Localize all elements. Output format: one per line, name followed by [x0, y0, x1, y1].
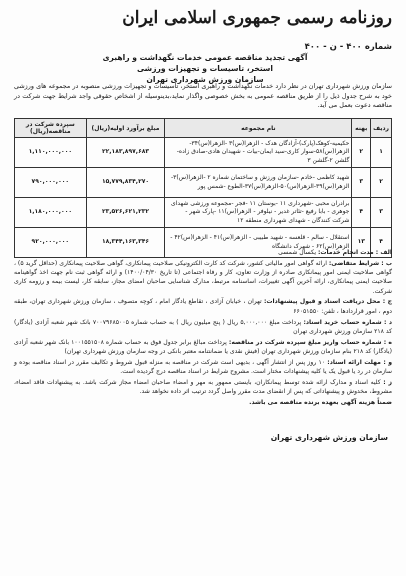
tender-table: [14, 118, 392, 258]
masthead-title: روزنامه رسمی جمهوری اسلامی ایران: [122, 8, 392, 28]
table-row: [15, 138, 392, 168]
condition-item: [14, 338, 392, 357]
condition-item: [14, 248, 392, 257]
condition-item: [14, 297, 392, 316]
complex-names: برادران محبی -شهرداری ۱۱ -بوستان ۱۱ -فجر -مجموعه ورزشی شهدای جوهری - بابا رفیع -تئاتر غدیر - نیلوفر - الزهرا(س)۱۱ -پارک شهر - شرکت کنندگان - شهدای شهرداری منطقه ۱۲: [165, 198, 352, 228]
issue-number: شماره ۴۰۰ - ن - ۴۰۰: [304, 42, 392, 52]
estimate-amount: ۲۳,۵۲۶,۶۲۱,۲۳۲: [86, 198, 165, 228]
condition-label: ز :: [383, 378, 392, 386]
header-row: ردیف: [371, 119, 392, 138]
lot-number: ۱۳: [352, 228, 371, 258]
table-row: [15, 198, 392, 228]
deposit-amount: ۱,۱۱۰,۰۰۰,۰۰۰: [15, 138, 87, 168]
header-subject: نام مجموعه: [165, 119, 352, 138]
row-number: ۲: [371, 168, 392, 198]
condition-text: ارائه گواهی امور مالیاتی کشور، شرکت کد کارت الکترونیکی صلاحیت پیمانکاری، گواهی صلاحیت پیمانکاری (حداقل گرید ۵) ، گواهی صلاحیت ایمنی امور پیمانکاری صادره از وزارت تعاون، کار و رفاه اجتماعی (تا تاریخ ۱۴۰۰/۰۴/۳۰) و ارائه گواهی ثبت نام جهت اخذ گواهینامه صلاحیت ایمنی پیمانکاری، ارائه آخرین آگهی تغییرات، اساسنامه مرتبط، مدارک شناسایی صاحبان امضای مجاز، سابقه کار، لیست بیمه و رزومه کاری شرکت.: [14, 259, 393, 295]
condition-label: الف : مدت انجام خدمات:: [317, 249, 392, 256]
condition-label: ج : محل دریافت اسناد و قبول پیشنهادات:: [263, 298, 392, 306]
lot-number: ۲: [352, 138, 371, 168]
complex-names: حکیمیه-کوهک(پارک)-آزادگان هدک - الزهرا(س)۳ -الزهرا(س)۳۴-الزهرا(س)۵۸-سوار کاری-سید ایمان-بیات - شهیدان هادی-صادق زاده-گلشن ۲-گلشن ۳: [165, 138, 352, 168]
condition-item: [14, 378, 392, 397]
complex-names: شهید کاظمی -خادم -سازمان ورزش و ساختمان شماره ۲ -الزهرا(س)۳-الزهرا(س)۳۹-الزهرا(س)۵۰-الزهرا(س)۳۷-الطوع -شمس پور: [165, 168, 352, 198]
notice-intro: سازمان ورزش شهرداری تهران در نظر دارد خدمات نگهداشت و راهبری استخر، تاسیسات و تجهیزات ورزشی منصوبه در مجموعه های ورزشی خود به شرح جدول ذیل را از طریق مناقصه عمومی به بخش خصوصی واگذار نماید،بدینوسیله از اشخاص حقوقی واجد شرایط جهت شرکت در مناقصه دعوت بعمل می آید.: [14, 82, 392, 110]
condition-label: ه : شماره حساب واریز مبلغ سپرده شرکت در مناقصه:: [228, 338, 392, 346]
condition-item: [14, 358, 392, 377]
deposit-amount: ۹۲۰,۰۰۰,۰۰۰: [15, 228, 87, 258]
condition-text: پرداخت مبالغ برابر جدول فوق به حساب شماره ۱۰۰۱۵۵۱۵۰۸ بانک شهر شعبه آزادی (یادگار) کد ۲۱۸ بنام سازمان ورزش شهرداری تهران (فیش نقدی یا ضمانتنامه معتبر بانکی در وجه سازمان ورزش شهرداری تهران): [14, 338, 392, 355]
notice-heading: [90, 52, 320, 85]
estimate-amount: ۱۵,۷۷۹,۸۳۴,۲۷۰: [86, 168, 165, 198]
condition-item: [14, 259, 392, 296]
condition-label: و : مهلت ارائه اسناد:: [327, 358, 393, 366]
condition-text: یکسال شمسی: [278, 249, 318, 256]
table-row: [15, 168, 392, 198]
condition-label: ب : شرایط متقاضی:: [328, 259, 393, 267]
signature-organization: سازمان ورزش شهرداری تهران: [270, 433, 388, 442]
complex-names: استقلال - سالم - قلعسه - شهید طبیبی - الزهرا(س)۴۱ - الزهرا(س)۴۲ - الزهرا(س)۶۲ - شهرک دانشگاه: [165, 228, 352, 258]
conditions-section: [14, 248, 392, 409]
lot-number: ۴: [352, 198, 371, 228]
deposit-amount: ۷۹۰,۰۰۰,۰۰۰: [15, 168, 87, 198]
deposit-amount: ۱,۱۸۰,۰۰۰,۰۰۰: [15, 198, 87, 228]
condition-label: د : شماره حساب خرید اسناد:: [303, 318, 393, 326]
header-deposit: سپرده شرکت در مناقصه(ریال): [15, 119, 87, 138]
row-number: ۱: [371, 138, 392, 168]
header-lot: بهنه: [352, 119, 371, 138]
row-number: ۳: [371, 198, 392, 228]
condition-text: تهران ، خیابان آزادی ، تقاطع یادگار امام ، کوچه متصوف ، سازمان ورزش شهرداری تهران، طبقه دوم ، امور قراردادها ، تلفن: ۶۶۰۵۱۵۵۰: [14, 298, 392, 315]
condition-text: کلیه اسناد و مدارک ارائه شده توسط پیمانکاران، بایستی ممهور به مهر و امضاء صاحبان امضاء مجاز شرکت باشد. به پیشنهادات فاقد امضاء، مشروط، مخدوش و پیشنهاداتی که پس از انقضای مدت مقرر واصل گردد ترتیب اثر داده نخواهد شد.: [14, 378, 392, 396]
notice-title: آگهی تجدید مناقصه عمومی خدمات نگهداشت و راهبری استخر، تاسیسات و تجهیزات ورزشی: [102, 53, 308, 73]
condition-text: ۱۰ روز پس از انتشار آگهی ، بدیهی است شرکت در مناقصه به منزله قبول شروط و تکالیف مقرر در اسناد مناقصه بوده و سازمان در رد یا قبول یک یا کلیه پیشنهادات مختار است. مشروح شرایط در اسناد مناقصه درج گردیده است.: [14, 358, 392, 376]
estimate-amount: ۱۸,۳۴۴,۱۶۳,۳۴۶: [86, 228, 165, 258]
tender-table-header: [15, 119, 392, 138]
condition-item: [14, 318, 392, 337]
organization-name: سازمان ورزش شهرداری تهران: [146, 75, 264, 84]
lot-number: ۳: [352, 168, 371, 198]
header-estimate: مبلغ برآورد اولیه(ریال): [86, 119, 165, 138]
condition-text: پرداخت مبلغ ۵,۰۰۰,۰۰۰ ریال ( پنج میلیون ریال ) به حساب شماره ۷۰۰۷۹۶۸۵۰۰۵ بانک شهر شعبه آزادی (یادگار) کد ۲۱۸ سازمان ورزش شهرداری تهران: [14, 318, 392, 335]
fee-note: ضمناً هزینه آگهی بعهده برنده مناقصه می باشد.: [249, 399, 392, 407]
estimate-amount: ۲۲,۱۸۳,۸۹۷,۶۸۳: [86, 138, 165, 168]
row-number: ۴: [371, 228, 392, 258]
